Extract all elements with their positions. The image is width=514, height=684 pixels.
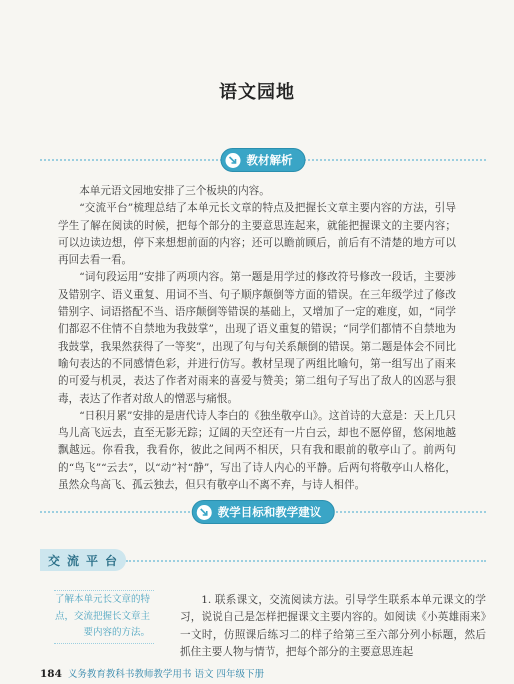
subsection-tab: 交流平台 — [40, 549, 126, 571]
section-label: 教学目标和教学建议 — [217, 505, 322, 519]
arrow-icon — [197, 505, 212, 520]
paragraph: “日积月累”安排的是唐代诗人李白的《独坐敬亭山》。这首诗的大意是：天上几只鸟儿高飞远去，直至无影无踪；辽阔的天空还有一片白云，却也不愿停留，悠闲地越飘越远。你看我，我看你，彼此之间两不相厌，只有我和眼前的敬亭山了。前两句的“鸟飞”“云去”，以“动”衬“静”，写出了诗人内心的平静。后两句将敬亭山人格化，虽然众鸟高飞、孤云独去，但只有敬亭山不离不弃，与诗人相伴。 — [58, 409, 456, 492]
paragraph: 1. 联系课文，交流阅读方法。引导学生联系本单元课文的学习，说说自己是怎样把握课文主要内容的。如阅读《小英雄雨来》一文时，仿照课后练习二的样子给第三至六部分列小标题，然后抓住主要人物与情节，把每个部分的主要意思连起 — [180, 594, 486, 658]
sidenote-rule — [54, 643, 154, 644]
arrow-icon — [226, 153, 241, 168]
dotted-rule — [126, 560, 486, 562]
paragraph: “词句段运用”安排了两项内容。第一题是用学过的修改符号修改一段话，主要涉及错别字、语义重复、用词不当、句子顺序颠倒等方面的错误。在三年级学过了修改错别字、词语搭配不当、语序颠倒等错误的基础上，又增加了一定的难度，如，“同学们都忍不住情不自禁地为我鼓掌”，出现了语义重复的错误；“同学们都情不自禁地为我鼓掌，我果然获得了一等奖”，出现了句与句关系颠倒的错误。第二题是体会不同比喻句表达的不同感情色彩，并进行仿写。教材呈现了两组比喻句，第一组写出了雨来的可爱与机灵，表达了作者对雨来的喜爱与赞美；第二组句子写出了敌人的凶恶与狠毒，表达了作者对敌人的憎恶与痛恨。 — [58, 271, 456, 405]
section-pill — [192, 500, 335, 524]
teaching-body — [180, 592, 486, 661]
analysis-body — [58, 183, 456, 494]
page-title: 语文园地 — [219, 82, 295, 103]
sidenote-rule — [54, 590, 154, 591]
page-number: 184 — [40, 668, 62, 680]
section-pill — [221, 148, 306, 172]
section-label: 教材解析 — [246, 153, 293, 167]
paragraph: 本单元语文园地安排了三个板块的内容。 — [79, 185, 270, 197]
section-header-analysis — [40, 148, 486, 172]
footer-text: 义务教育教科书教师教学用书 语文 四年级下册 — [67, 669, 264, 680]
section-header-goals — [40, 500, 486, 524]
paragraph: “交流平台”梳理总结了本单元长文章的特点及把握长文章主要内容的方法，引导学生了解在阅读的时候，把每个部分的主要意思连起来，就能把握课文的主要内容；可以边读边想，停下来想想前面的内容；还可以瞻前顾后，前后有不清楚的地方可以再回去看一看。 — [58, 202, 456, 267]
sidenote: 了解本单元长文章的特点，交流把握长文章主要内容的方法。 — [54, 594, 150, 638]
page-footer — [40, 666, 264, 680]
